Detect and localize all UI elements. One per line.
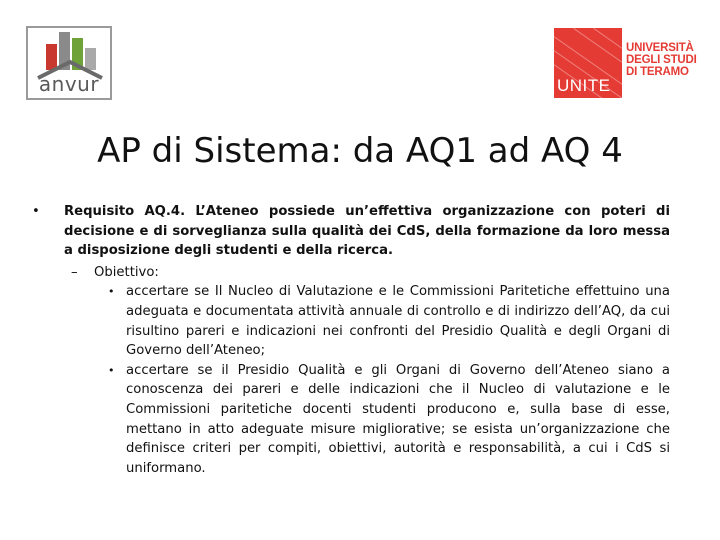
- slide-content: [30, 202, 670, 478]
- anvur-wordmark: anvur: [38, 72, 100, 96]
- sub-item-1: [30, 282, 670, 360]
- slide-title: AP di Sistema: da AQ1 ad AQ 4: [97, 131, 623, 171]
- unite-box-label: UNITE: [557, 76, 611, 95]
- objective-label: Obiettivo:: [94, 264, 159, 280]
- requirement-text: Requisito AQ.4. L’Ateneo possiede un’effettiva organizzazione con poteri di decisione e di sorveglianza sulla qualità dei CdS, della formazione da loro messa a disposizione degli studenti e della ricerca.: [64, 204, 670, 259]
- dash-icon: –: [71, 264, 78, 280]
- bullet-icon: •: [108, 363, 115, 377]
- unite-logo-box: [554, 28, 622, 98]
- unite-university-name: UNIVERSITÀ DEGLI STUDI DI TERAMO: [626, 42, 697, 78]
- sub-item-text: accertare se il Presidio Qualità e gli Organi di Governo dell’Ateneo siano a conoscenza dei pareri e delle indicazioni che il Nucleo di valutazione e le Commissioni paritetiche docenti studenti producono e, sulla base di esse, mettano in atto adeguate misure migliorative; se esista un’organizzazione che definisce criteri per compiti, obiettivi, autorità e responsabilità, a cui i CdS si uniformano.: [126, 362, 670, 476]
- unite-logo: [554, 28, 700, 98]
- objective-item: [30, 263, 670, 283]
- requirement-item: [30, 202, 670, 261]
- sub-item-text: accertare se Il Nucleo di Valutazione e le Commissioni Paritetiche effettuino una adeguata e documentata attività annuale di controllo e di indirizzo dell’AQ, da cui risultino pareri e indicazioni nei confronti del Presidio Qualità e degli Organi di Governo dell’Ateneo;: [126, 284, 670, 359]
- anvur-logo: [26, 26, 112, 100]
- bullet-icon: •: [108, 285, 115, 299]
- sub-item-2: [30, 361, 670, 479]
- bullet-icon: •: [32, 204, 40, 219]
